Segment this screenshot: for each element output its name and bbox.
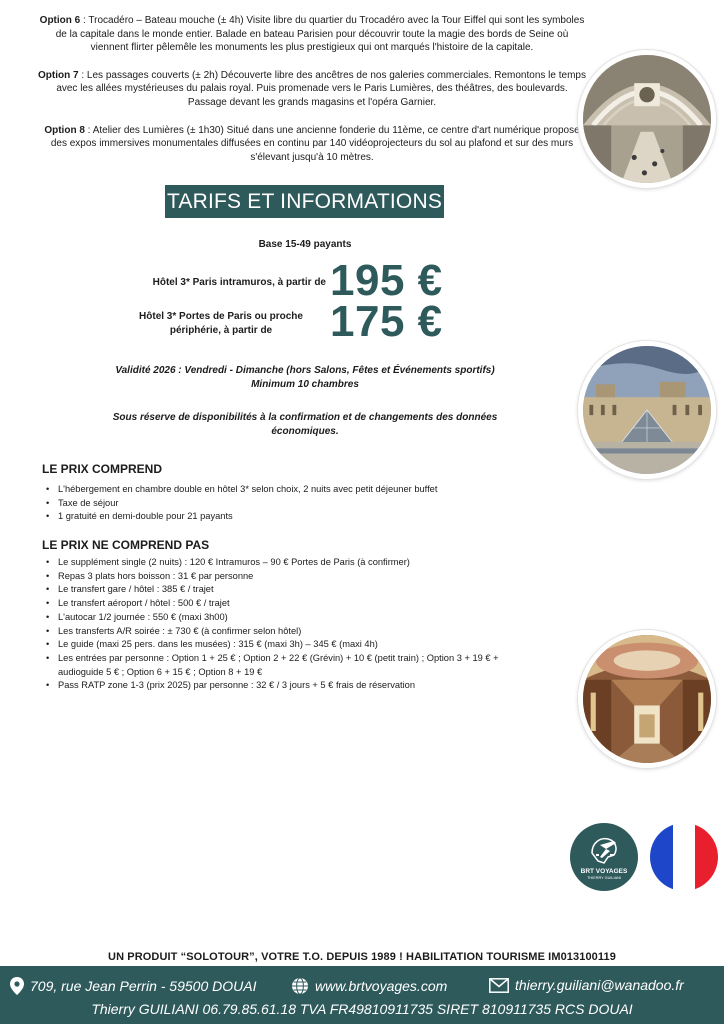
option-7 [38, 69, 586, 110]
list-item: • Les transferts A/R soirée : ± 730 € (à confirmer selon hôtel) [42, 625, 512, 639]
tagline: UN PRODUIT “SOLOTOUR”, VOTRE T.O. DEPUIS 1989 ! HABILITATION TOURISME IM013100119 [108, 951, 616, 963]
footer-website[interactable] [291, 977, 447, 995]
section-title-ne-comprend: LE PRIX NE COMPREND PAS [42, 538, 210, 552]
footer-legal: Thierry GUILIANI 06.79.85.61.18 TVA FR49810911735 SIRET 810911735 RCS DOUAI [91, 1001, 633, 1017]
brt-voyages-logo [570, 823, 638, 891]
list-item: • L'autocar 1/2 journée : 550 € (maxi 3h00) [42, 611, 512, 625]
list-item: • Pass RATP zone 1-3 (prix 2025) par personne : 32 € / 3 jours + 5 € frais de réservation [42, 679, 512, 693]
photo-orsay [578, 50, 716, 188]
reserve-line: Sous réserve de disponibilités à la confirmation et de changements des données [112, 412, 498, 423]
price-portes: 175 € [330, 297, 443, 346]
footer-email[interactable] [489, 977, 684, 993]
location-pin-icon [10, 977, 24, 995]
reserve-note [60, 411, 550, 439]
photo-galerie [578, 630, 716, 768]
list-item: • Le guide (maxi 25 pers. dans les musées) : 315 € (maxi 3h) – 345 € (maxi 4h) [42, 638, 512, 652]
option-text: : Atelier des Lumières (± 1h30) Situé dans une ancienne fonderie du 11ème, ce centre d'art numérique propose des expos immersives monumentales diffusées en continu par 140 vidéoprojecteurs du sol au plafond et sur des murs s'élevant jusqu'à 10 mètres. [50, 124, 580, 163]
validity-line: Validité 2026 : Vendredi - Dimanche (hors Salons, Fêtes et Événements sportifs) [115, 365, 495, 376]
list-item: • Repas 3 plats hors boisson : 31 € par personne [42, 570, 512, 584]
price-label-intramuros: Hôtel 3* Paris intramuros, à partir de [152, 277, 326, 288]
list-item: • Le supplément single (2 nuits) : 120 € Intramuros – 90 € Portes de Paris (à confirmer) [42, 556, 512, 570]
option-6 [38, 14, 586, 55]
price-label-line: périphérie, à partir de [169, 325, 273, 336]
list-item: • 1 gratuité en demi-double pour 21 payants [42, 510, 512, 524]
price-intramuros: 195 € [330, 256, 443, 305]
list-ne-comprend [42, 556, 512, 693]
footer [0, 966, 724, 1024]
base-payants: Base 15-49 payants [258, 239, 352, 250]
option-8 [38, 124, 586, 165]
envelope-icon [489, 978, 509, 993]
list-item: • Le transfert gare / hôtel : 385 € / trajet [42, 583, 512, 597]
option-label: Option 6 [39, 15, 81, 26]
list-item: • Taxe de séjour [42, 497, 512, 511]
website-link[interactable]: www.brtvoyages.com [315, 978, 448, 994]
address-text: 709, rue Jean Perrin - 59500 DOUAI [30, 978, 257, 994]
validity-note [60, 364, 550, 392]
list-item: • Les entrées par personne : Option 1 + 25 € ; Option 2 + 22 € (Grévin) + 10 € (petit train) ; Option 3 + 19 € + audioguide 5 € ; Option 6 + 15 € ; Option 8 + 19 € [42, 652, 512, 679]
section-title-comprend: LE PRIX COMPREND [42, 462, 163, 476]
list-item: • L'hébergement en chambre double en hôtel 3* selon choix, 2 nuits avec petit déjeuner buffet [42, 483, 512, 497]
option-label: Option 7 [38, 69, 79, 81]
footer-address [10, 977, 256, 995]
french-flag-icon [650, 823, 718, 891]
price-label-line: Hôtel 3* Portes de Paris ou proche [139, 311, 303, 322]
logo-subtitle: THIERRY GUILIANI [587, 876, 621, 880]
logo-brand: BRT VOYAGES [580, 868, 628, 875]
option-label: Option 8 [44, 124, 85, 136]
photo-louvre [578, 341, 716, 479]
validity-line: Minimum 10 chambres [251, 379, 359, 390]
globe-icon [291, 977, 309, 995]
section-heading-tarifs: TARIFS ET INFORMATIONS [165, 185, 444, 218]
option-text: : Les passages couverts (± 2h) Découverte libre des ancêtres de nos galeries commerciales. Remontons le temps avec les allées mystérieuses du palais royal. Puis promenade vers le Paris Lumières, des théâtres, des boulevards. Passage devant les grands magasins et l'opéra Garnier. [56, 69, 586, 108]
list-comprend [42, 483, 512, 524]
options-text [38, 14, 586, 178]
email-link[interactable]: thierry.guiliani@wanadoo.fr [515, 977, 684, 993]
option-text: : Trocadéro – Bateau mouche (± 4h) Visite libre du quartier du Trocadéro avec la Tour Eiffel qui sont les symboles de la capitale dans le monde entier. Balade en bateau Parisien pour découvrir toute la magie des bords de Seine où viennent flirter pêlemêle les monuments les plus prestigieux qui ont marqués l'histoire de la capitale. [55, 15, 585, 54]
reserve-line: économiques. [271, 426, 339, 437]
list-item: • Le transfert aéroport / hôtel : 500 € / trajet [42, 597, 512, 611]
price-label-portes [120, 310, 322, 338]
